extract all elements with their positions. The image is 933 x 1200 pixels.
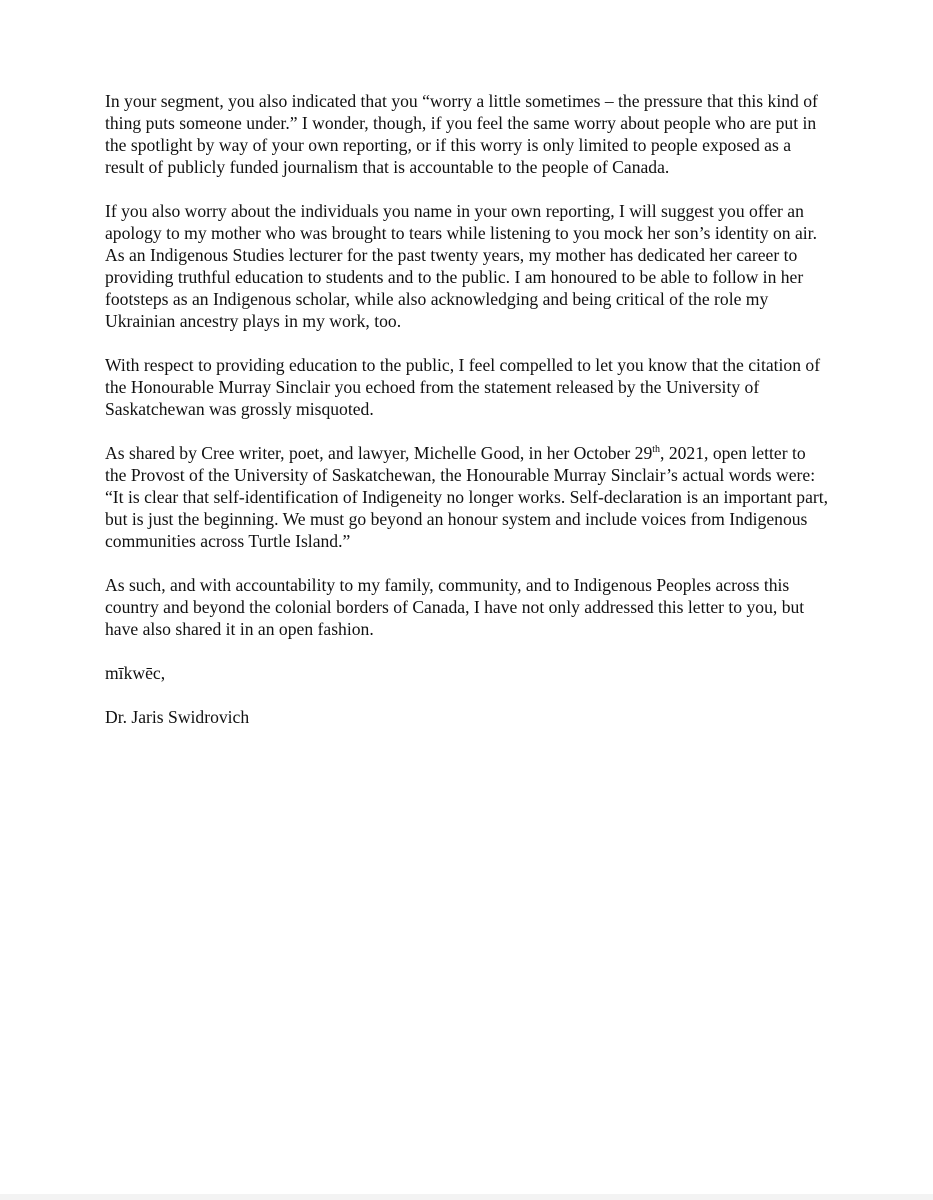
quote-text-after: , 2021, open letter to the Provost of the University of Saskatchewan, the Honourable Murray Sinclair’s actual words were: “It is clear that self-identification of Indigeneity no longer works. Self-declaration is an important part, but is just the beginning. We must go beyond an honour system and include voices from Indigenous communities across Turtle Island.” [105,443,829,551]
paragraph-accountability: As such, and with accountability to my family, community, and to Indigenous Peoples across this country and beyond the colonial borders of Canada, I have not only addressed this letter to you, but have also shared it in an open fashion. [105,575,805,639]
letter-body [105,90,830,750]
valediction: mīkwēc, [105,663,166,683]
quote-text-before: As shared by Cree writer, poet, and lawyer, Michelle Good, in her October 29 [105,443,653,463]
paragraph-misquote: With respect to providing education to the public, I feel compelled to let you know that the citation of the Honourable Murray Sinclair you echoed from the statement released by the University of Saskatchewan was grossly misquoted. [105,355,821,419]
signature: Dr. Jaris Swidrovich [105,707,250,727]
paragraph-sinclair-quote [105,442,830,552]
ordinal-suffix: th [652,444,661,456]
page-bottom-edge [0,1194,933,1200]
paragraph-apology: If you also worry about the individuals you name in your own reporting, I will suggest you offer an apology to my mother who was brought to tears while listening to you mock her son’s identity on air. As an Indigenous Studies lecturer for the past twenty years, my mother has dedicated her career to providing truthful education to students and to the public. I am honoured to be able to follow in her footsteps as an Indigenous scholar, while also acknowledging and being critical of the role my Ukrainian ancestry plays in my work, too. [105,201,817,331]
paragraph-worry: In your segment, you also indicated that you “worry a little sometimes – the pressure that this kind of thing puts someone under.” I wonder, though, if you feel the same worry about people who are put in the spotlight by way of your own reporting, or if this worry is only limited to people exposed as a result of publicly funded journalism that is accountable to the people of Canada. [105,91,818,177]
